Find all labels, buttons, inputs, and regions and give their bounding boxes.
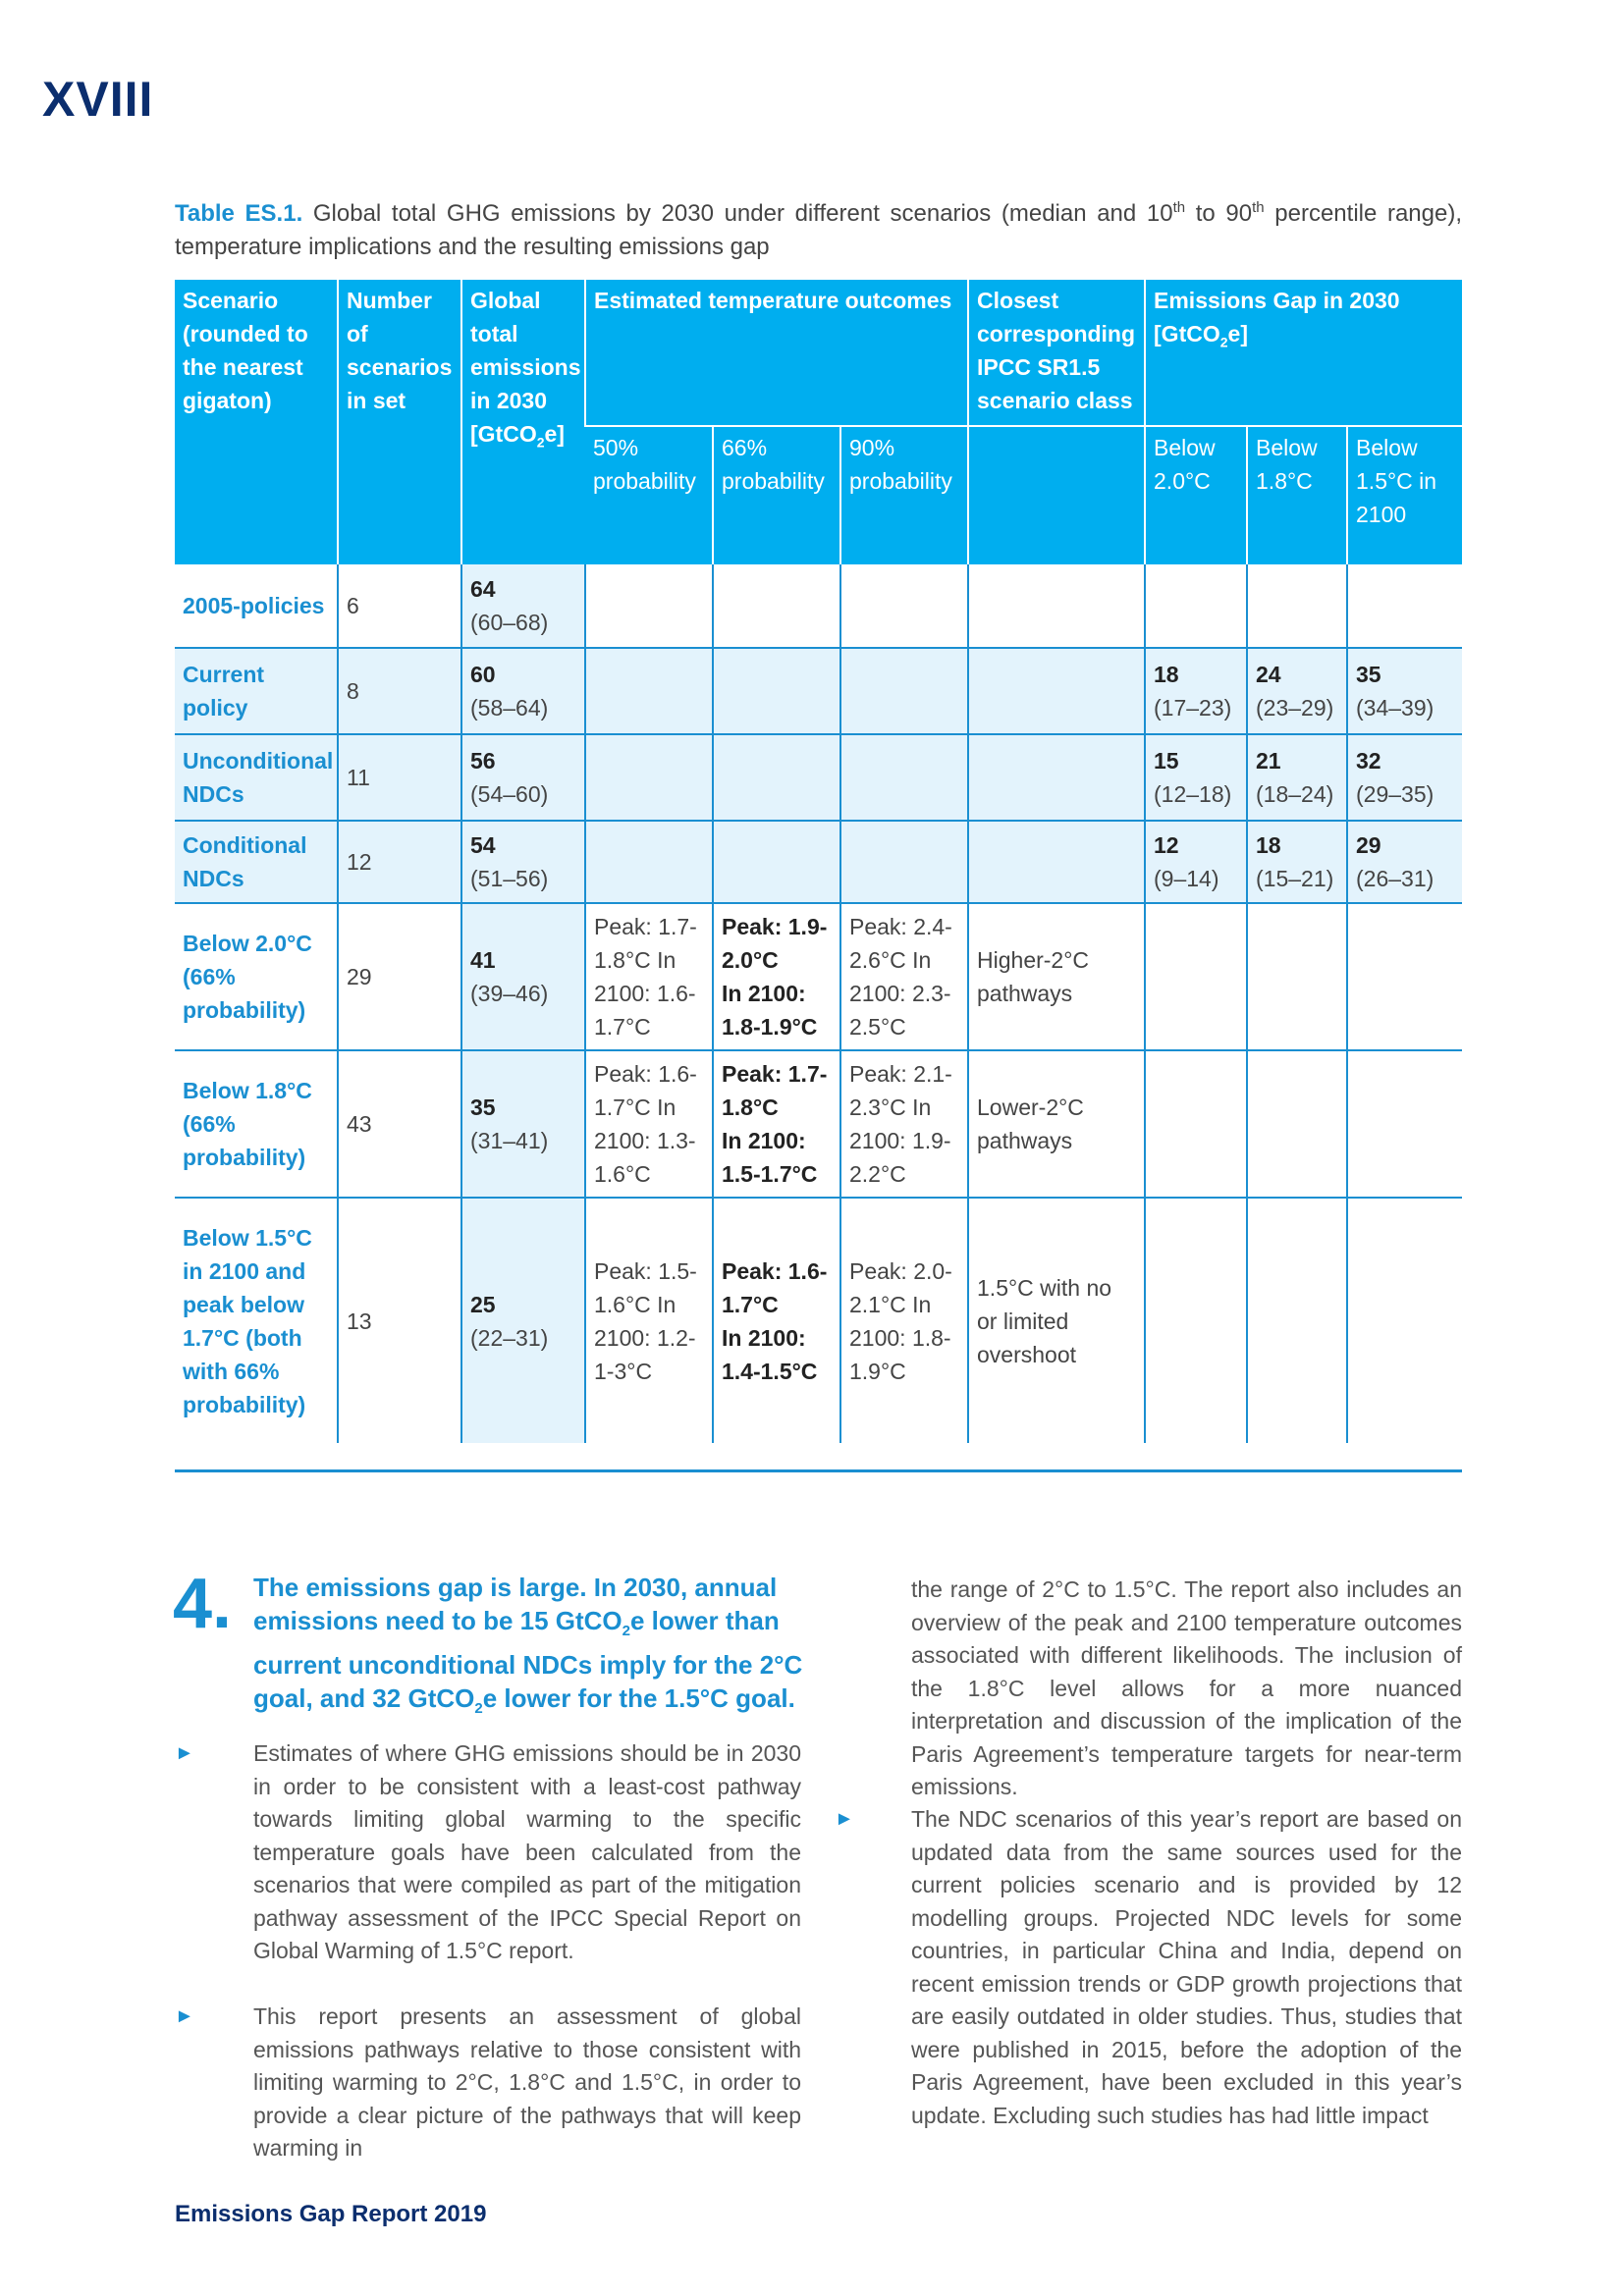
row-gap-1-5: 32 (29–35)	[1347, 734, 1462, 821]
table-row	[175, 734, 1462, 821]
header-p66: 66% probability	[713, 426, 840, 564]
table-bottom-rule	[175, 1469, 1462, 1472]
row-scenario: 2005-policies	[175, 564, 338, 648]
table-row	[175, 1050, 1462, 1198]
caption-text-c: percentile range), temperature implications and the resulting emissions gap	[175, 200, 1463, 260]
caption-text-a: Global total GHG emissions by 2030 under different scenarios (median and 10	[302, 200, 1173, 227]
row-gap-2-0: 15 (12–18)	[1145, 734, 1247, 821]
header-global-emissions: Global total emissions in 2030 [GtCO$_2$e]	[461, 280, 585, 564]
row-p66: Peak: 1.7-1.8°C In 2100: 1.5-1.7°C	[713, 1050, 840, 1198]
row-number: 6	[338, 564, 461, 648]
table-label: Table ES.1.	[175, 200, 303, 227]
header-gap-1-8: Below 1.8°C	[1247, 426, 1347, 564]
row-number: 11	[338, 734, 461, 821]
row-p90: Peak: 2.4-2.6°C In 2100: 2.3-2.5°C	[840, 903, 968, 1050]
header-emissions-gap: Emissions Gap in 2030 [GtCO$_2$e]	[1145, 280, 1462, 426]
header-p90: 90% probability	[840, 426, 968, 564]
row-scenario: Below 1.8°C (66% probability)	[175, 1050, 338, 1198]
row-emissions: 54 (51–56)	[461, 821, 585, 903]
row-p90: Peak: 2.1-2.3°C In 2100: 1.9-2.2°C	[840, 1050, 968, 1198]
row-closest: Lower-2°C pathways	[968, 1050, 1145, 1198]
row-emissions: 60 (58–64)	[461, 648, 585, 734]
right-paragraph-1: the range of 2°C to 1.5°C. The report also includes an overview of the peak and 2100 temperature outcomes associated with different likelihoods. The inclusion of the 1.8°C level allows for a more nuanced interpretation and discussion of the implication of the Paris Agreement’s temperature targets for near-term emissions.	[911, 1576, 1462, 1799]
row-p66: Peak: 1.9-2.0°C In 2100: 1.8-1.9°C	[713, 903, 840, 1050]
row-number: 12	[338, 821, 461, 903]
table-row	[175, 903, 1462, 1050]
table-caption	[175, 191, 1462, 264]
row-emissions: 64 (60–68)	[461, 564, 585, 648]
header-gap-1-5: Below 1.5°C in 2100	[1347, 426, 1462, 564]
row-scenario: Current policy	[175, 648, 338, 734]
row-gap-2-0: 12 (9–14)	[1145, 821, 1247, 903]
row-number: 43	[338, 1050, 461, 1198]
caption-sup-1: th	[1172, 199, 1186, 216]
page-number: XVIII	[42, 72, 154, 127]
header-p50: 50% probability	[585, 426, 713, 564]
table-row	[175, 648, 1462, 734]
section-number: 4.	[173, 1565, 233, 1643]
left-paragraph-1: Estimates of where GHG emissions should be in 2030 in order to be consistent with a least-cost pathway towards limiting global warming to the specific temperature goals have been calculated from the scenarios that were compiled as part of the mitigation pathway assessment of the IPCC Special Report on Global Warming of 1.5°C report.	[253, 1740, 801, 1963]
header-gap-2-0: Below 2.0°C	[1145, 426, 1247, 564]
header-temperature-outcomes: Estimated temperature outcomes	[585, 280, 968, 426]
row-p90: Peak: 2.0-2.1°C In 2100: 1.8-1.9°C	[840, 1198, 968, 1443]
row-scenario: Conditional NDCs	[175, 821, 338, 903]
header-closest-empty	[968, 426, 1145, 564]
header-scenario: Scenario (rounded to the nearest gigaton)	[175, 280, 338, 564]
row-emissions: 41 (39–46)	[461, 903, 585, 1050]
row-scenario: Below 2.0°C (66% probability)	[175, 903, 338, 1050]
row-closest: Higher-2°C pathways	[968, 903, 1145, 1050]
row-scenario: Below 1.5°C in 2100 and peak below 1.7°C (both with 66% probability)	[183, 1224, 312, 1417]
row-gap-1-8: 18 (15–21)	[1247, 821, 1347, 903]
row-gap-1-8: 24 (23–29)	[1247, 648, 1347, 734]
row-number: 13	[338, 1198, 461, 1443]
row-gap-1-8: 21 (18–24)	[1247, 734, 1347, 821]
footer-title: Emissions Gap Report 2019	[175, 2201, 487, 2227]
row-gap-2-0: 18 (17–23)	[1145, 648, 1247, 734]
row-emissions: 56 (54–60)	[461, 734, 585, 821]
row-p50: Peak: 1.5-1.6°C In 2100: 1.2-1-3°C	[585, 1198, 713, 1443]
section-heading: The emissions gap is large. In 2030, annual emissions need to be 15 GtCO$_2$e lower than current unconditional NDCs imply for the 2°C goal, and 32 GtCO$_2$e lower for the 1.5°C goal.	[253, 1573, 803, 1718]
row-number: 8	[338, 648, 461, 734]
bullet-icon: ►	[175, 1742, 194, 1764]
caption-sup-2: th	[1252, 199, 1265, 216]
row-p66: Peak: 1.6-1.7°C In 2100: 1.4-1.5°C	[713, 1198, 840, 1443]
emissions-table	[175, 280, 1462, 1443]
row-scenario: Unconditional NDCs	[175, 734, 338, 821]
row-number: 29	[338, 903, 461, 1050]
table-row	[175, 1198, 1462, 1443]
caption-text-b: to 90	[1185, 200, 1253, 227]
header-number: Number of scenarios in set	[338, 280, 461, 564]
row-p50: Peak: 1.6-1.7°C In 2100: 1.3-1.6°C	[585, 1050, 713, 1198]
bullet-icon: ►	[175, 2005, 194, 2027]
table-row	[175, 821, 1462, 903]
row-gap-1-5: 35 (34–39)	[1347, 648, 1462, 734]
table-row	[175, 564, 1462, 648]
row-emissions: 25 (22–31)	[461, 1198, 585, 1443]
bullet-icon: ►	[835, 1808, 854, 1830]
header-closest-class: Closest corresponding IPCC SR1.5 scenario class	[968, 280, 1145, 426]
row-emissions: 35 (31–41)	[461, 1050, 585, 1198]
right-paragraph-2: The NDC scenarios of this year’s report are based on updated data from the same sources used for the current policies scenario and is provided by 12 modelling groups. Projected NDC levels for some countries, in particular China and India, depend on recent emission trends or GDP growth projections that are easily outdated in older studies. Thus, studies that were published in 2015, before the adoption of the Paris Agreement, have been excluded in this year’s update. Excluding such studies has had little impact	[911, 1806, 1462, 2128]
row-gap-1-5: 29 (26–31)	[1347, 821, 1462, 903]
row-p50: Peak: 1.7-1.8°C In 2100: 1.6-1.7°C	[585, 903, 713, 1050]
row-closest: 1.5°C with no or limited overshoot	[968, 1198, 1145, 1443]
left-paragraph-2: This report presents an assessment of global emissions pathways relative to those consistent with limiting warming to 2°C, 1.8°C and 1.5°C, in order to provide a clear picture of the pathways that will keep warming in	[253, 2003, 801, 2161]
